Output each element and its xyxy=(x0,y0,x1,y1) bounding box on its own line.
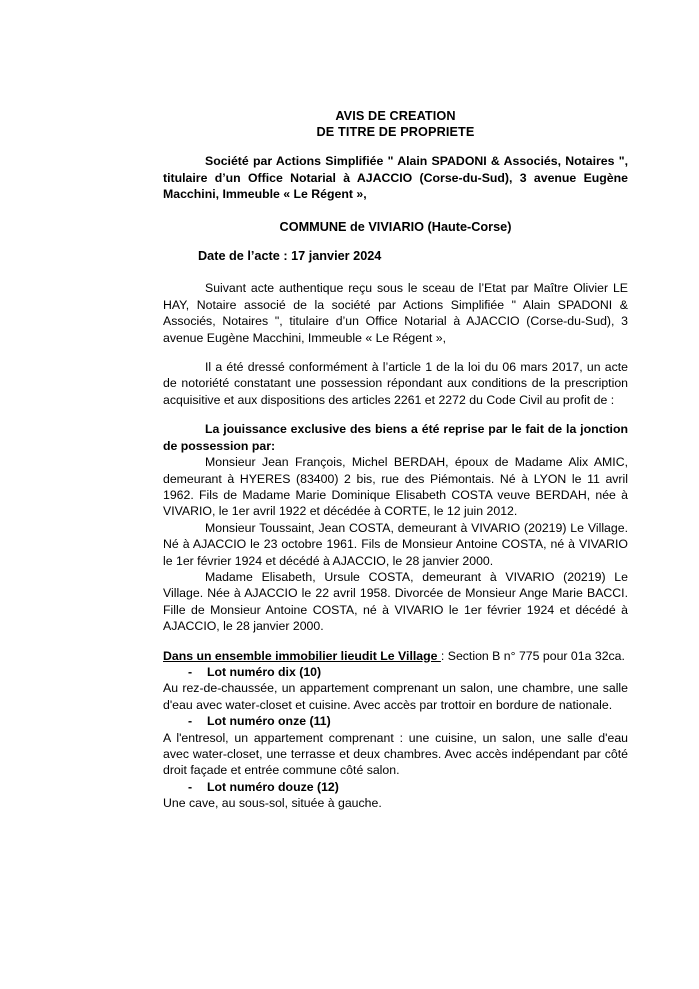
lot-description-11: A l'entresol, un appartement comprenant : une cuisine, un salon, une salle d'eau avec water-closet, une terrasse et deux chambres. Avec accès indépendant par côté droit façade et entrée commune côté salon. xyxy=(163,730,628,778)
ensemble-immobilier-reference: : Section B n° 775 pour 01a 32ca. xyxy=(440,648,625,663)
page-title-line-1: AVIS DE CREATION xyxy=(335,109,456,123)
lot-item-11 xyxy=(163,713,628,729)
spacer xyxy=(163,140,628,153)
lot-dash-icon: - xyxy=(188,664,193,679)
lot-label-11: Lot numéro onze (11) xyxy=(207,714,331,729)
lot-dash-icon: - xyxy=(188,714,193,729)
lot-description-10: Au rez-de-chaussée, un appartement comprenant un salon, une chambre, une salle d'eau avec water-closet et cuisine. Avec accès par trottoir en bordure de nationale. xyxy=(163,681,628,712)
lot-item-12 xyxy=(163,779,628,795)
lot-dash-icon: - xyxy=(188,779,193,794)
page-title xyxy=(163,108,628,140)
paragraph-law: Il a été dressé conformément à l’article 1 de la loi du 06 mars 2017, un acte de notoriété constatant une possession répondant aux conditions de la prescription acquisitive et aux dispositions des articles 2261 et 2272 du Code Civil au profit de : xyxy=(163,360,628,407)
paragraph-deed: Suivant acte authentique reçu sous le sceau de l’Etat par Maître Olivier LE HAY, Notaire associé de la société par Actions Simplifiée " Alain SPADONI & Associés, Notaires ", titulaire d’un Office Notarial à AJACCIO (Corse-du-Sud), 3 avenue Eugène Macchini, Immeuble « Le Régent », xyxy=(163,281,628,345)
commune-line: COMMUNE de VIVIARIO (Haute-Corse) xyxy=(279,219,512,234)
page-title-line-2: DE TITRE DE PROPRIETE xyxy=(316,125,475,140)
spacer xyxy=(163,635,628,648)
date-line: Date de l’acte : 17 janvier 2024 xyxy=(198,249,382,264)
document-body xyxy=(163,108,628,812)
spacer xyxy=(163,264,628,280)
lot-list xyxy=(163,664,628,812)
spacer xyxy=(163,235,628,248)
ensemble-immobilier-line xyxy=(163,648,628,664)
person-paragraph-2: Monsieur Toussaint, Jean COSTA, demeurant à VIVARIO (20219) Le Village. Né à AJACCIO le 23 octobre 1961. Fils de Monsieur Antoine COSTA, né à VIVARIO le 1er février 1924 et décédé à AJACCIO, le 28 janvier 2000. xyxy=(163,520,628,568)
spacer xyxy=(163,203,628,219)
ensemble-immobilier-heading: Dans un ensemble immobilier lieudit Le Village xyxy=(163,648,441,663)
jouissance-section xyxy=(163,421,628,634)
lot-description-12: Une cave, au sous-sol, située à gauche. xyxy=(163,796,382,811)
person-paragraph-3: Madame Elisabeth, Ursule COSTA, demeurant à VIVARIO (20219) Le Village. Née à AJACCIO le 22 avril 1958. Divorcée de Monsieur Ange Marie BACCI. Fille de Monsieur Antoine COSTA, né à VIVARIO le 1er février 1924 et décédé à AJACCIO, le 28 janvier 2000. xyxy=(163,569,628,634)
jouissance-heading: La jouissance exclusive des biens a été reprise par le fait de la jonction de possession par: xyxy=(163,422,628,453)
lot-item-10 xyxy=(163,664,628,680)
company-paragraph: Société par Actions Simplifiée " Alain SPADONI & Associés, Notaires ", titulaire d’un Office Notarial à AJACCIO (Corse-du-Sud), 3 avenue Eugène Macchini, Immeuble « Le Régent », xyxy=(163,154,628,202)
lot-label-12: Lot numéro douze (12) xyxy=(207,779,339,794)
lot-label-10: Lot numéro dix (10) xyxy=(207,664,322,679)
spacer xyxy=(163,408,628,421)
spacer xyxy=(163,346,628,359)
person-paragraph-1: Monsieur Jean François, Michel BERDAH, époux de Madame Alix AMIC, demeurant à HYERES (83400) 2 bis, rue des Piémontais. Né à LYON le 11 avril 1962. Fils de Madame Marie Dominique Elisabeth COSTA veuve BERDAH, née à VIVARIO, le 1er avril 1922 et décédée à CORTE, le 12 juin 2012. xyxy=(163,455,628,519)
